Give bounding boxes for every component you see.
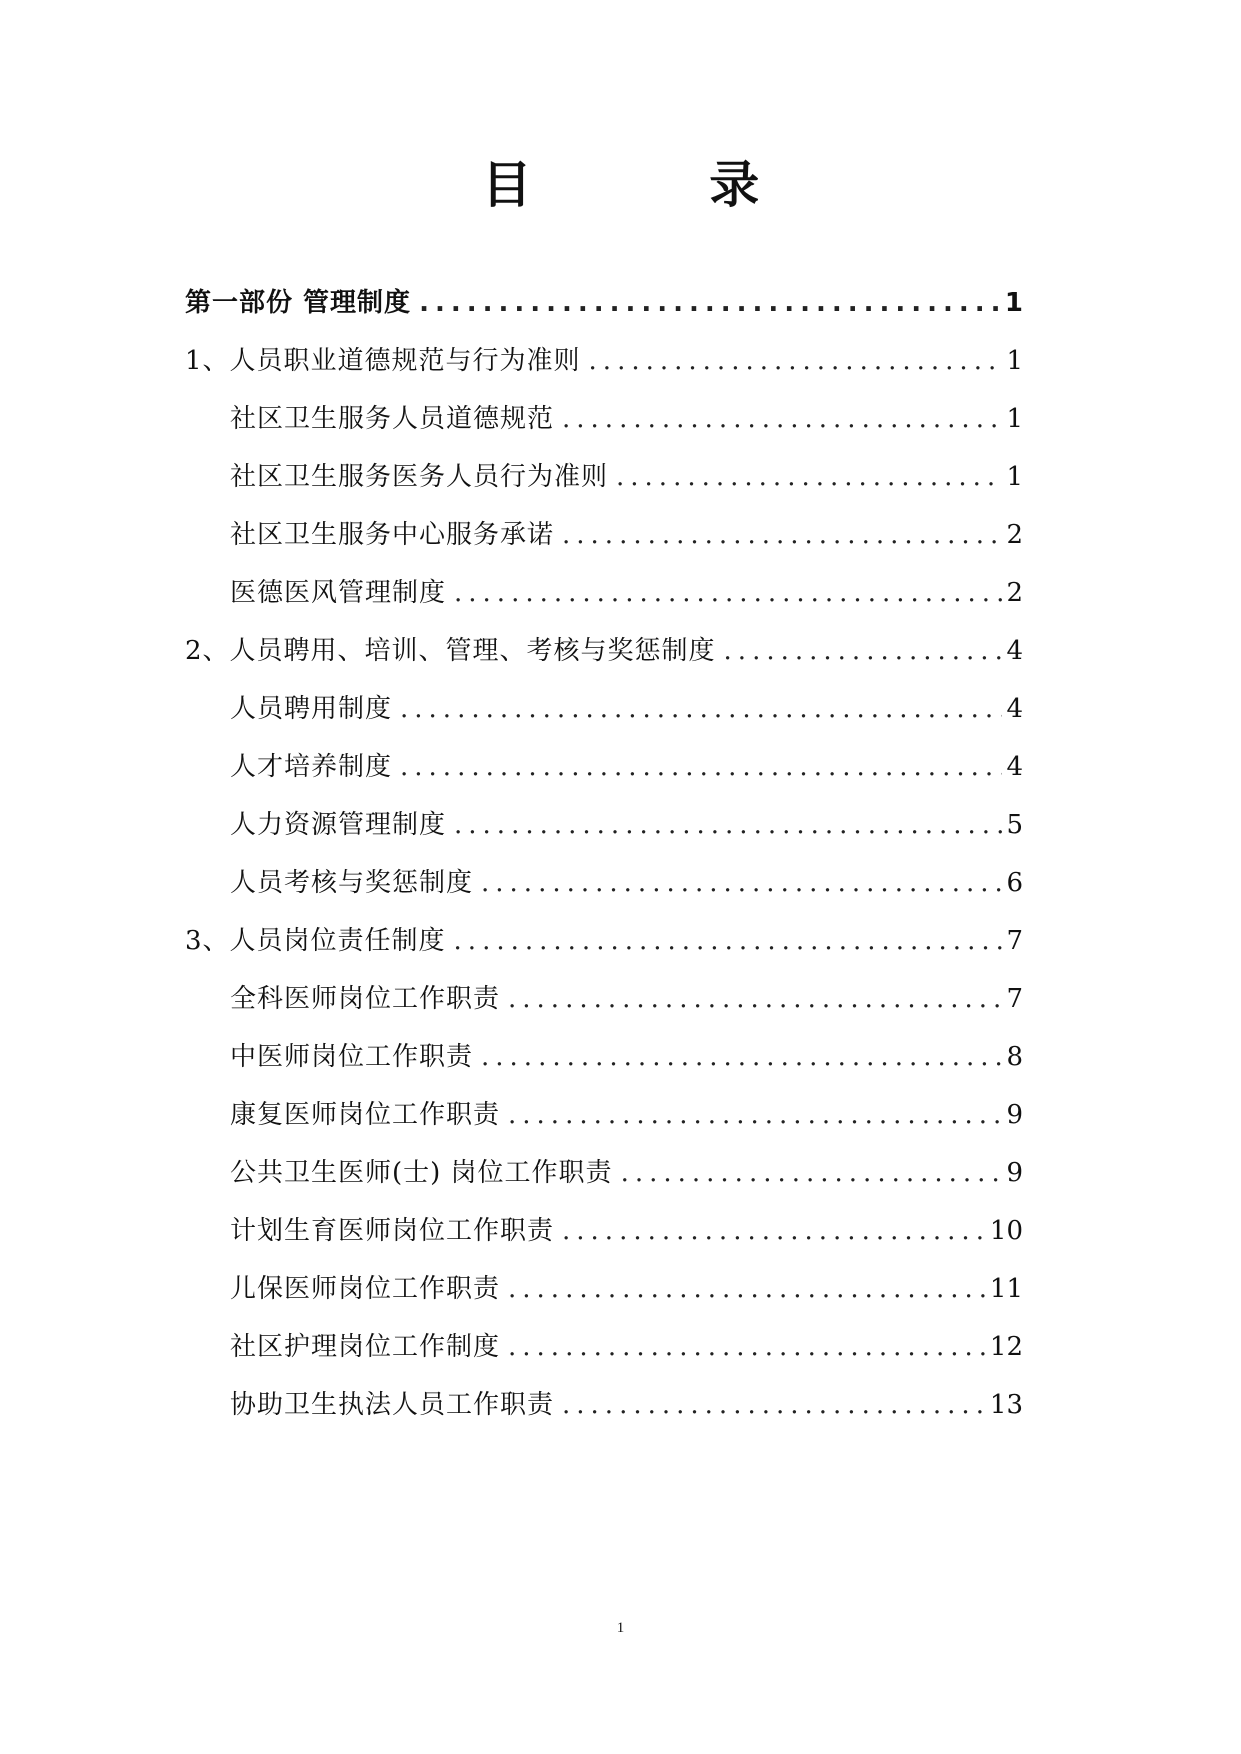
toc-subsection[interactable] [230,1269,1023,1309]
toc-label: 社区卫生服务人员道德规范 [230,404,555,434]
toc-page-number: 7 [1006,984,1023,1014]
toc-page-number: 9 [1006,1158,1023,1188]
toc-page-number: 4 [1006,694,1023,724]
toc-label: 计划生育医师岗位工作职责 [230,1216,555,1246]
toc-label: 3、人员岗位责任制度 [185,926,446,956]
toc-leader [400,747,1002,787]
page-footer-number: 1 [616,1620,625,1636]
toc-subsection[interactable] [230,399,1023,439]
toc-page-number: 2 [1006,520,1023,550]
toc-section[interactable] [185,341,1023,381]
toc-label: 人员聘用制度 [230,694,393,724]
toc-leader [562,1211,986,1251]
toc-label: 中医师岗位工作职责 [230,1042,474,1072]
toc-page-number: 12 [989,1332,1023,1362]
toc-leader [508,1095,1002,1135]
toc-page-number: 4 [1006,752,1023,782]
toc-page-number: 4 [1006,636,1023,666]
toc-label: 社区护理岗位工作制度 [230,1332,501,1362]
toc-page-number: 10 [989,1216,1023,1246]
toc-label: 1、人员职业道德规范与行为准则 [185,346,581,376]
toc-leader [400,689,1002,729]
toc-leader [508,1269,986,1309]
toc-leader [616,457,1002,497]
toc-section[interactable] [185,921,1023,961]
toc-leader [454,921,1003,961]
toc-label: 社区卫生服务医务人员行为准则 [230,462,609,492]
toc-page-number: 8 [1006,1042,1023,1072]
toc-subsection[interactable] [230,689,1023,729]
toc-subsection[interactable] [230,1385,1023,1425]
toc-page-number: 1 [1004,288,1023,318]
toc-subsection[interactable] [230,1153,1023,1193]
toc-leader [508,1327,986,1367]
toc-label: 第一部份 管理制度 [185,288,412,318]
toc-leader [589,341,1003,381]
toc-leader [562,515,1002,555]
toc-page-number: 13 [989,1390,1023,1420]
toc-page-number: 9 [1006,1100,1023,1130]
toc-page-number: 1 [1006,462,1023,492]
toc-subsection[interactable] [230,747,1023,787]
toc-label: 人员考核与奖惩制度 [230,868,474,898]
toc-subsection[interactable] [230,573,1023,613]
toc-leader [481,863,1002,903]
toc-leader [419,283,1001,323]
toc-leader [621,1153,1003,1193]
toc-label: 儿保医师岗位工作职责 [230,1274,501,1304]
toc-subsection[interactable] [230,1037,1023,1077]
toc-section[interactable] [185,631,1023,671]
toc-label: 2、人员聘用、培训、管理、考核与奖惩制度 [185,636,716,666]
toc-subsection[interactable] [230,1211,1023,1251]
toc-label: 公共卫生医师(士) 岗位工作职责 [230,1158,613,1188]
toc-subsection[interactable] [230,1327,1023,1367]
toc-page-number: 1 [1006,346,1023,376]
page-title: 目 录 [481,155,840,214]
toc-page-number: 5 [1006,810,1023,840]
toc-page-number: 6 [1006,868,1023,898]
toc-subsection[interactable] [230,1095,1023,1135]
toc-subsection[interactable] [230,979,1023,1019]
toc-leader [454,805,1002,845]
toc-leader [562,399,1002,439]
toc-label: 康复医师岗位工作职责 [230,1100,501,1130]
toc-leader [454,573,1002,613]
toc-label: 人力资源管理制度 [230,810,447,840]
toc-part-heading[interactable] [185,283,1023,323]
toc-page-number: 1 [1006,404,1023,434]
toc-label: 协助卫生执法人员工作职责 [230,1390,555,1420]
toc-page-number: 2 [1006,578,1023,608]
toc-subsection[interactable] [230,863,1023,903]
toc-label: 医德医风管理制度 [230,578,447,608]
toc-leader [724,631,1003,671]
toc-leader [562,1385,986,1425]
toc-label: 社区卫生服务中心服务承诺 [230,520,555,550]
toc-subsection[interactable] [230,457,1023,497]
toc-label: 全科医师岗位工作职责 [230,984,501,1014]
toc-leader [481,1037,1002,1077]
toc-label: 人才培养制度 [230,752,393,782]
toc-subsection[interactable] [230,805,1023,845]
toc-subsection[interactable] [230,515,1023,555]
toc-page-number: 11 [989,1274,1023,1304]
toc-leader [508,979,1002,1019]
toc-page-number: 7 [1006,926,1023,956]
